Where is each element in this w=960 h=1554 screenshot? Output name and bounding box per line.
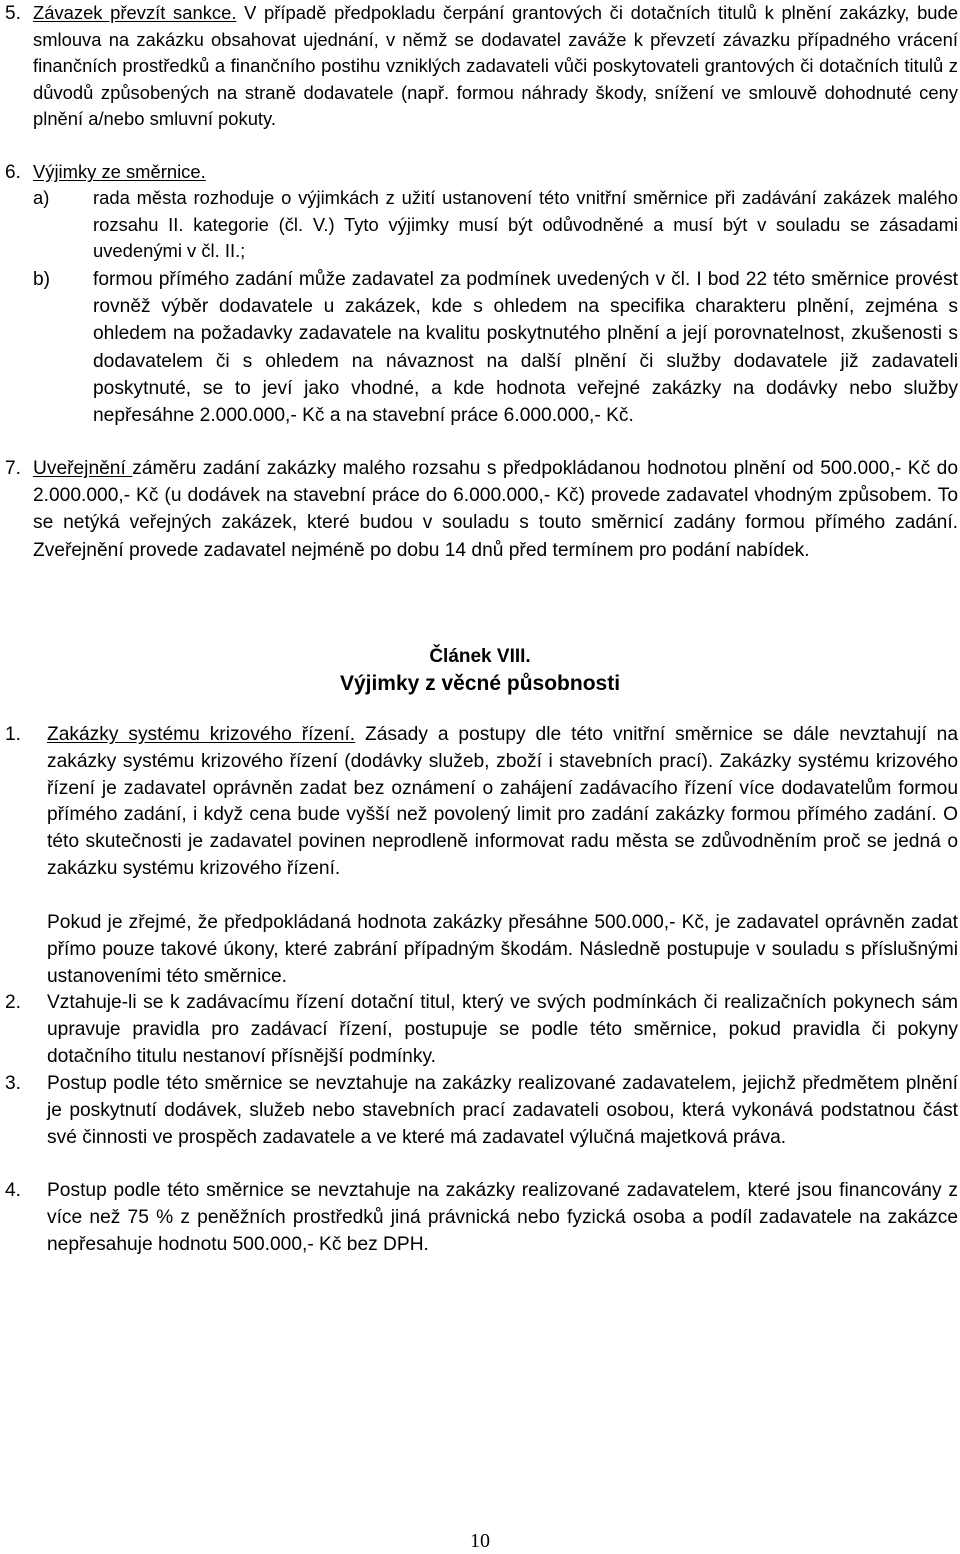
item-body: Zásady a postupy dle této vnitřní směrnice se dále nevztahují na zakázky systému krizového řízení (dodávky služeb, zboží i stavebních prací). Zakázky systému krizového řízení je zadavatel oprávněn zadat bez oznámení o zahájení zadávacího řízení více dodavatelům formou přímého zadání, i když cena bude vyšší než povolený limit pro zadání zakázky formou přímého zadání. O této skutečnosti je zadavatel povinen neprodleně informovat radu města se zdůvodněním proč se jedná o zakázku systému krizového řízení. — [47, 724, 959, 879]
item-number: 4. — [5, 1180, 22, 1201]
article-viii-item-1-paragraph-2: Pokud je zřejmé, že předpokládaná hodnota zakázky přesáhne 500.000,- Kč, je zadavatel oprávněn zadat přímo pouze takové úkony, které zabrání případným škodám. Následně postupuje v souladu s příslušnými ustanoveními této směrnice. — [47, 912, 958, 987]
page-number: 10 — [470, 1530, 490, 1552]
article-viii-item-2-paragraph: Vztahuje-li se k zadávacímu řízení dotační titul, který ve svých podmínkách či realizačních pokynech sám upravuje pravidla pro zadávací řízení, postupuje se podle této směrnice, pokud pravidla či pokyny dotačního titulu nestanoví přísnější podmínky. — [47, 992, 958, 1067]
item-heading: Uveřejnění — [33, 458, 133, 479]
item-body: V případě předpokladu čerpání grantových či dotačních titulů k plnění zakázky, bude smlouva na zakázku obsahovat ujednání, v němž se dodavatel zaváže k převzetí závazku případného vrácení finančních prostředků a finančního postihu vzniklých zadavateli vůči poskytovateli grantových či dotačních titulů z důvodů způsobených na straně dodavatele (např. formou náhrady škody, snížení ve smlouvě dohodnuté ceny plnění a/nebo smluvní pokuty. — [33, 2, 958, 129]
item-6b-paragraph: formou přímého zadání může zadavatel za podmínek uvedených v čl. I bod 22 této směrnice provést rovněž výběr dodavatele u zakázek, kde s ohledem na specifika charakteru plnění, zejména s ohledem na požadavky zadavatele na kvalitu poskytnutého plnění a její porovnatelnost, zkušenosti s dodavatelem či s ohledem na návaznost na další plnění či služby dodavatele již zadavateli poskytnuté, se to jeví jako vhodné, a kde hodnota veřejné zakázky na dodávky nebo služby nepřesáhne 2.000.000,- Kč a na stavební práce 6.000.000,- Kč. — [93, 269, 958, 427]
item-body: záměru zadání zakázky malého rozsahu s předpokládanou hodnotou plnění od 500.000,- Kč do 2.000.000,- Kč (u dodávek na stavební práce do 6.000.000,- Kč) provede zadavatel vhodným způsobem. To se netýká veřejných zakázek, které budou v souladu s touto směrnicí zadány formou přímého zadání. Zveřejnění provede zadavatel nejméně po dobu 14 dnů před termínem pro podání nabídek. — [33, 458, 959, 561]
item-7-paragraph — [33, 455, 958, 564]
item-5-paragraph — [33, 0, 958, 133]
subitem-label: a) — [33, 187, 50, 208]
item-heading: Zakázky systému krizového řízení. — [47, 724, 356, 745]
article-viii-item-1-paragraph — [47, 722, 958, 883]
article-label: Článek VIII. — [429, 646, 531, 667]
article-viii-item-4-paragraph: Postup podle této směrnice se nevztahuje na zakázky realizované zadavatelem, které jsou financovány z více než 75 % z peněžních prostředků jiná právnická nebo fyzická osoba a podíl zadavatele na zakázce nepřesahuje hodnotu 500.000,- Kč bez DPH. — [47, 1180, 958, 1255]
item-number: 3. — [5, 1073, 22, 1094]
item-number: 5. — [5, 3, 21, 24]
subitem-label: b) — [33, 269, 51, 290]
article-viii-item-3-paragraph: Postup podle této směrnice se nevztahuje na zakázky realizované zadavatelem, jejichž předmětem plnění je poskytnutí dodávek, služeb nebo stavebních prací zadavateli osobou, která vykonává podstatnou část své činnosti ve prospěch zadavatele a ve které má zadavatel výlučná majetková práva. — [47, 1073, 958, 1148]
item-heading: Výjimky ze směrnice. — [33, 161, 206, 182]
article-title: Výjimky z věcné působnosti — [339, 672, 621, 695]
item-6-heading-line — [33, 159, 958, 186]
item-number: 2. — [5, 992, 22, 1013]
item-number: 1. — [5, 724, 22, 745]
item-number: 6. — [5, 162, 21, 183]
item-number: 7. — [5, 458, 22, 479]
item-6a-paragraph: rada města rozhoduje o výjimkách z užití ustanovení této vnitřní směrnice při zadávání zakázek malého rozsahu II. kategorie (čl. V.) Tyto výjimky musí být odůvodněné a musí být v souladu se zásadami uvedenými v čl. II.; — [93, 187, 958, 261]
item-heading: Závazek převzít sankce. — [33, 2, 237, 23]
